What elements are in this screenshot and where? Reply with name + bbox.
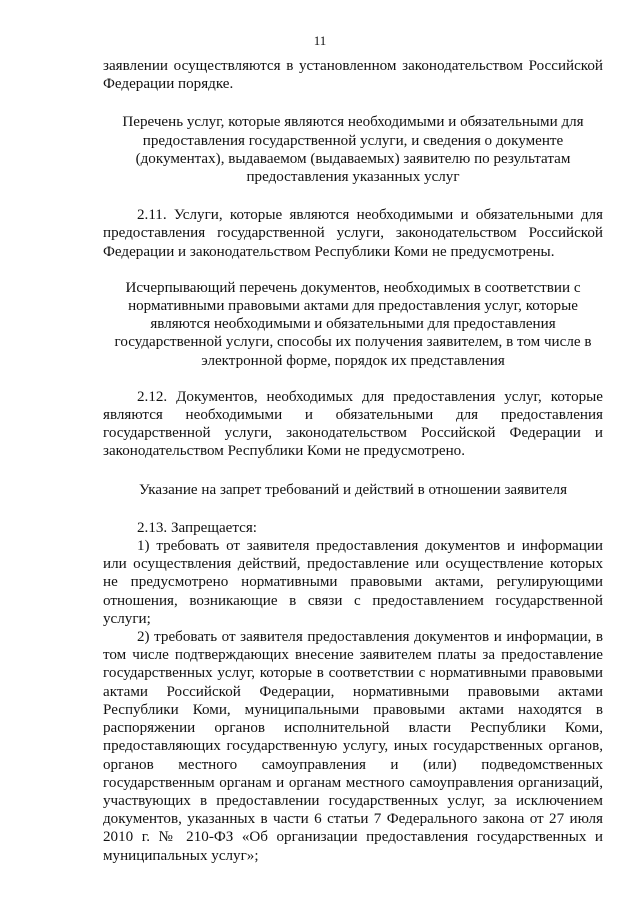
section-heading-documents-list: Исчерпывающий перечень документов, необходимых в соответствии с нормативными правовыми актами для предоставления услуг, которые являются необходимыми и обязательными для предоставления государственной услуги, способы их получения заявителем, в том числе в электронной форме, порядок их представления bbox=[114, 279, 592, 369]
document-body bbox=[103, 57, 603, 865]
page-number: 11 bbox=[313, 33, 327, 48]
section-heading-related-services: Перечень услуг, которые являются необходимыми и обязательными для предоставления государственной услуги, и сведения о документе (документах), выдаваемом (выдаваемых) заявителю по результатам предоставления указанных услуг bbox=[122, 114, 584, 186]
paragraph-2-11: 2.11. Услуги, которые являются необходимыми и обязательными для предоставления государственной услуги, законодательством Российской Федерации и законодательством Республики Коми не предусмотрены. bbox=[103, 207, 603, 260]
paragraph-2-13: 2.13. Запрещается: bbox=[137, 519, 257, 536]
paragraph-continuation: заявлении осуществляются в установленном законодательством Российской Федерации порядке. bbox=[103, 58, 603, 93]
list-item-1: 1) требовать от заявителя предоставления документов и информации или осуществления действий, предоставление или осуществление которых не предусмотрено нормативными правовыми актами, регулирующими отношения, возникающие в связи с предоставлением государственной услуги; bbox=[103, 538, 603, 627]
list-item-2: 2) требовать от заявителя предоставления документов и информации, в том числе подтверждающих внесение заявителем платы за предоставление государственных услуг, которые в соответствии с нормативными правовыми актами Российской Федерации, нормативными правовыми актами Республики Коми, муниципальными правовыми актами находятся в распоряжении органов исполнительной власти Республики Коми, предоставляющих государственную услугу, иных государственных органов, органов местного самоуправления и (или) подведомственных государственным органам и органам местного самоуправления организаций, участвующих в предоставлении государственных услуг, за исключением документов, указанных в части 6 статьи 7 Федерального закона от 27 июля 2010 г. № 210-ФЗ «Об организации предоставления государственных и муниципальных услуг»; bbox=[103, 629, 603, 864]
paragraph-2-12: 2.12. Документов, необходимых для предоставления услуг, которые являются необходимыми и обязательными для предоставления государственной услуги, законодательством Российской Федерации и законодательством Республики Коми не предусмотрено. bbox=[103, 388, 603, 460]
section-heading-prohibitions: Указание на запрет требований и действий в отношении заявителя bbox=[138, 481, 568, 498]
